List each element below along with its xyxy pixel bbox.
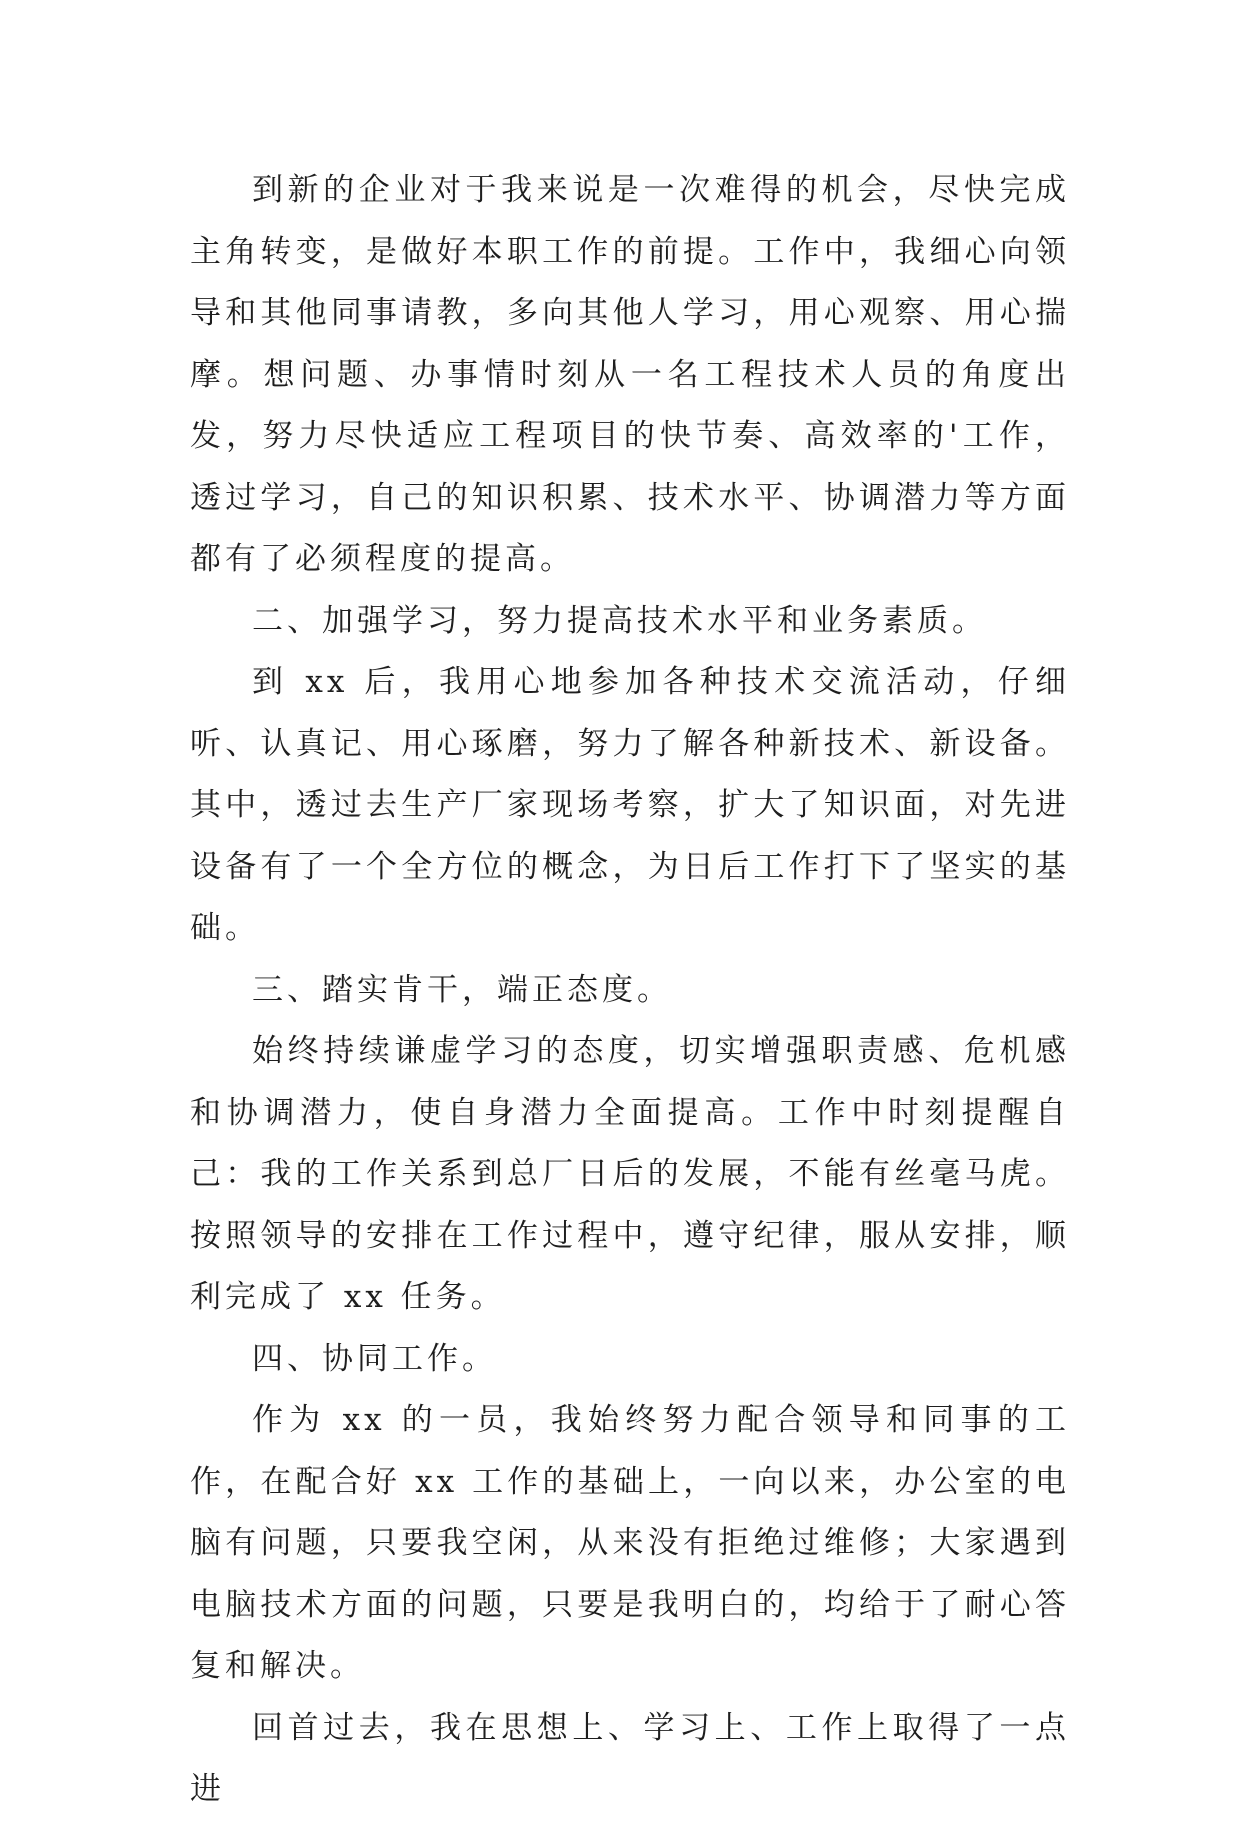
paragraph-section-3: 始终持续谦虚学习的态度，切实增强职责感、危机感和协调潜力，使自身潜力全面提高。工作中时刻提醒自己：我的工作关系到总厂日后的发展，不能有丝毫马虎。按照领导的安排在工作过程中，遵守纪律，服从安排，顺利完成了 xx 任务。 [190,1033,1070,1315]
document-body [190,160,1070,1821]
paragraph-section-2: 到 xx 后，我用心地参加各种技术交流活动，仔细听、认真记、用心琢磨，努力了解各种新技术、新设备。其中，透过去生产厂家现场考察，扩大了知识面，对先进设备有了一个全方位的概念，为日后工作打下了坚实的基础。 [190,664,1070,946]
section-heading-3: 三、踏实肯干，端正态度。 [252,971,672,1008]
section-heading-2: 二、加强学习，努力提高技术水平和业务素质。 [252,602,987,639]
paragraph-intro: 到新的企业对于我来说是一次难得的机会，尽快完成主角转变，是做好本职工作的前提。工作中，我细心向领导和其他同事请教，多向其他人学习，用心观察、用心揣摩。想问题、办事情时刻从一名工程技术人员的角度出发，努力尽快适应工程项目的快节奏、高效率的'工作，透过学习，自己的知识积累、技术水平、协调潜力等方面都有了必须程度的提高。 [190,172,1070,577]
paragraph-section-4: 作为 xx 的一员，我始终努力配合领导和同事的工作，在配合好 xx 工作的基础上，一向以来，办公室的电脑有问题，只要我空闲，从来没有拒绝过维修；大家遇到电脑技术方面的问题，只要是我明白的，均给于了耐心答复和解决。 [190,1402,1070,1684]
paragraph-conclusion: 回首过去，我在思想上、学习上、工作上取得了一点进 [190,1709,1070,1807]
section-heading-4: 四、协同工作。 [252,1340,497,1377]
